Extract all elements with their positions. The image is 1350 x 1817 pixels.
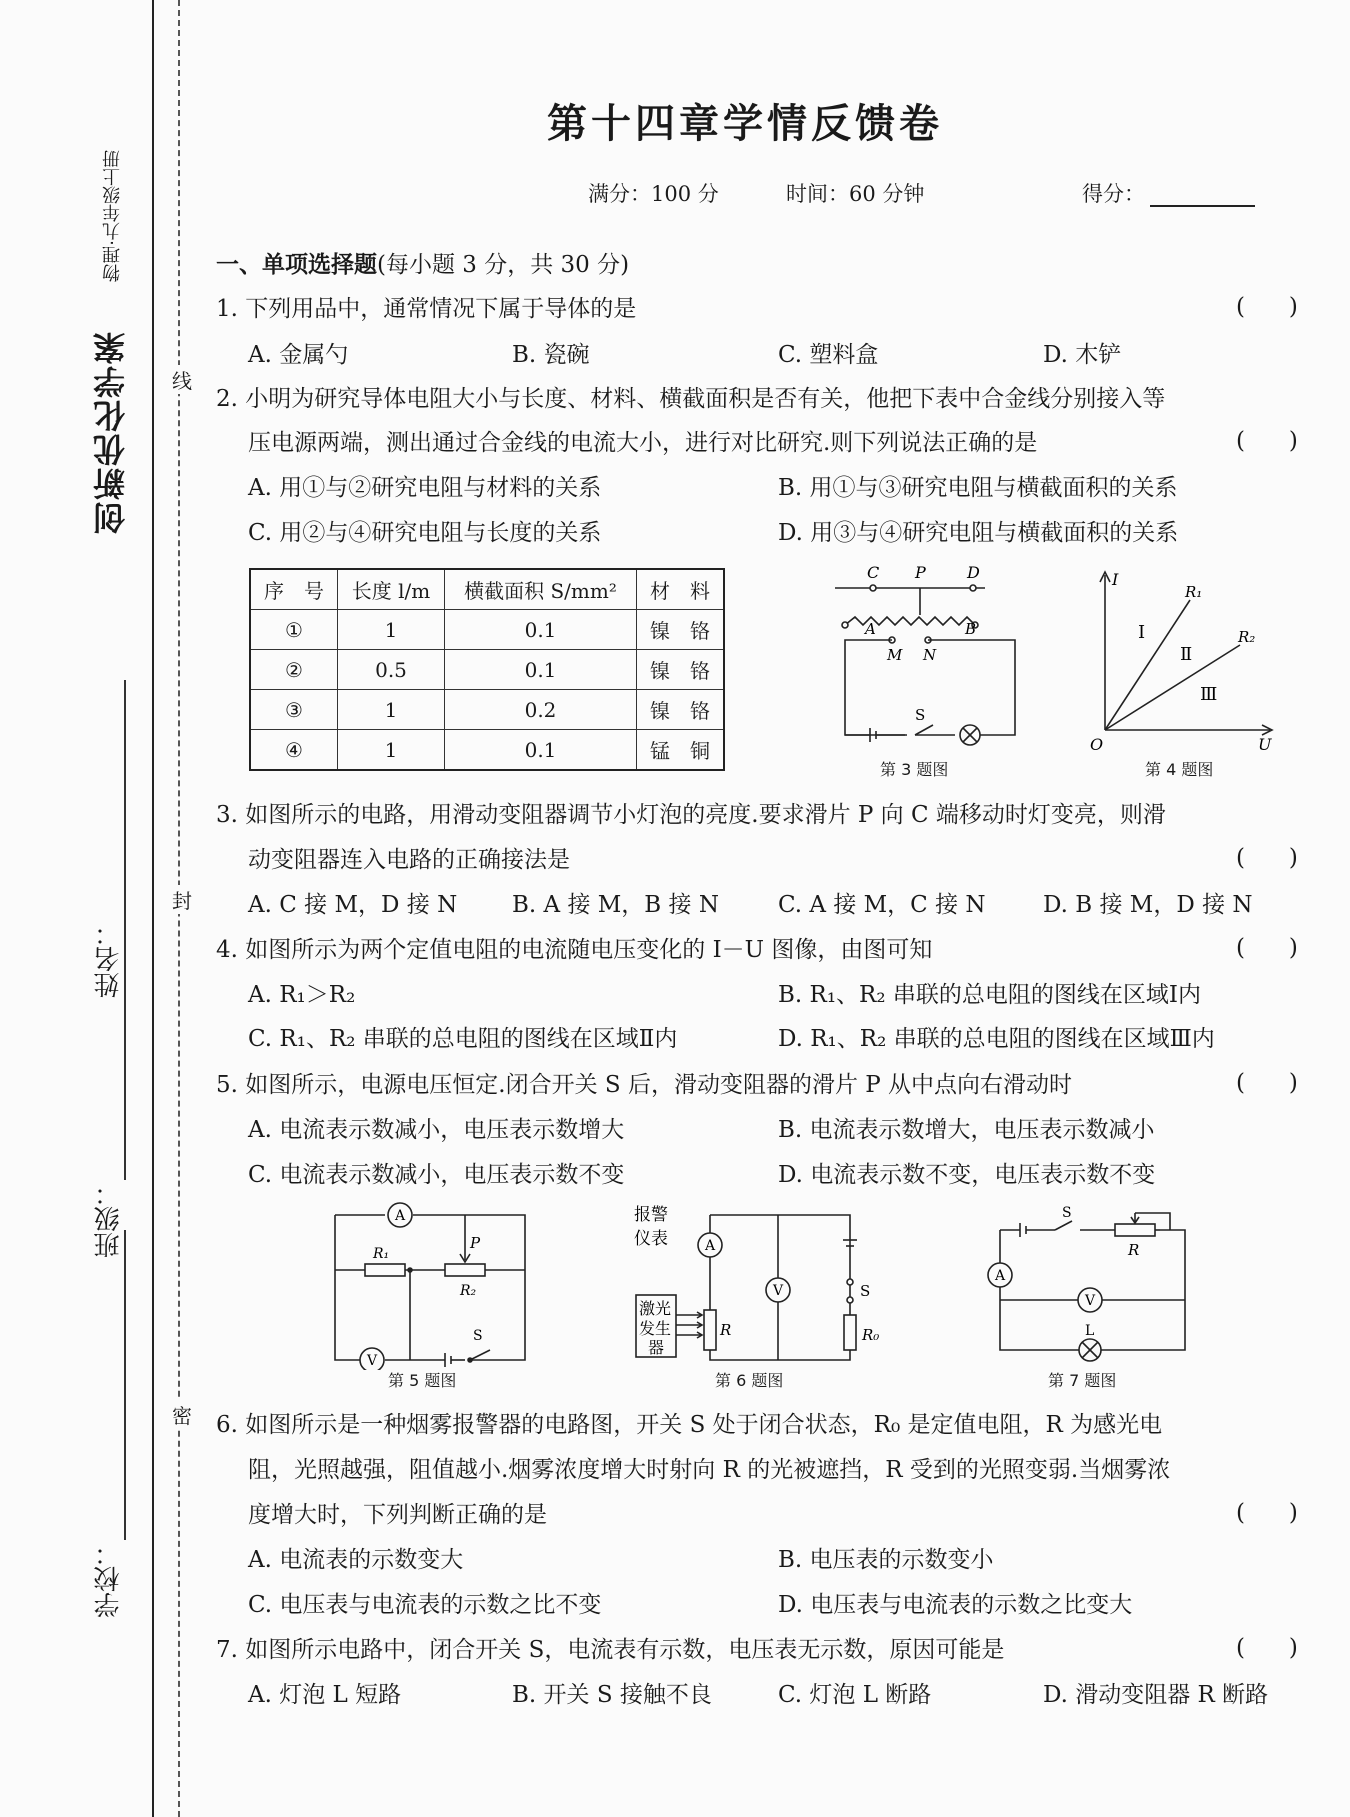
section-title: 一、单项选择题 xyxy=(216,251,377,278)
q2-option-b: B. 用①与③研究电阻与横截面积的关系 xyxy=(778,475,1178,501)
figure-6-caption: 第 6 题图 xyxy=(715,1371,784,1390)
q2-stem-1: 2. 小明为研究导体电阻大小与长度、材料、横截面积是否有关，他把下表中合金线分别接入等 xyxy=(216,386,1166,412)
q2-answer-paren[interactable]: ( ) xyxy=(1236,428,1298,454)
q7-answer-paren[interactable]: ( ) xyxy=(1236,1635,1298,1661)
q2-option-c: C. 用②与④研究电阻与长度的关系 xyxy=(248,520,602,546)
fig4-r2: R₂ xyxy=(1238,628,1256,646)
fig6-laser-2: 发生 xyxy=(639,1319,672,1338)
table-cell: 1 xyxy=(338,610,445,650)
q5-stem: 5. 如图所示，电源电压恒定.闭合开关 S 后，滑动变阻器的滑片 P 从中点向右滑动时 xyxy=(216,1072,1073,1098)
q3-stem-2: 动变阻器连入电路的正确接法是 xyxy=(248,847,570,873)
q7-option-a: A. 灯泡 L 短路 xyxy=(248,1682,402,1708)
fig7-r: R xyxy=(1128,1241,1140,1259)
table-cell: 0.1 xyxy=(445,610,637,650)
q6-option-a: A. 电流表的示数变大 xyxy=(248,1547,464,1573)
table-header: 材 料 xyxy=(637,569,725,610)
fig4-r1: R₁ xyxy=(1185,583,1203,601)
table-row xyxy=(250,730,724,771)
fig6-r: R xyxy=(720,1321,732,1339)
q1-option-b: B. 瓷碗 xyxy=(512,342,590,368)
figure-4-caption: 第 4 题图 xyxy=(1145,760,1214,779)
q6-stem-1: 6. 如图所示是一种烟雾报警器的电路图，开关 S 处于闭合状态，R₀ 是定值电阻，R 为感光电 xyxy=(216,1412,1163,1438)
fig5-ammeter: A xyxy=(395,1208,406,1224)
fig3-label-n: N xyxy=(923,646,937,664)
time-limit: 时间：60 分钟 xyxy=(786,182,925,206)
fig4-axis-u: U xyxy=(1258,735,1272,754)
fig5-p: P xyxy=(470,1234,481,1252)
q7-option-c: C. 灯泡 L 断路 xyxy=(778,1682,932,1708)
q4-answer-paren[interactable]: ( ) xyxy=(1236,935,1298,961)
q6-stem-3: 度增大时，下列判断正确的是 xyxy=(248,1502,547,1528)
cut-word-secret: 密 xyxy=(170,1400,194,1429)
q4-option-c: C. R₁、R₂ 串联的总电阻的图线在区域Ⅱ内 xyxy=(248,1026,678,1052)
fig5-r2: R₂ xyxy=(460,1283,477,1299)
q7-stem: 7. 如图所示电路中，闭合开关 S，电流表有示数，电压表无示数，原因可能是 xyxy=(216,1637,1005,1663)
fig3-label-a: A xyxy=(865,620,876,638)
q6-option-d: D. 电压表与电流表的示数之比变大 xyxy=(778,1592,1133,1618)
class-label: 班级： xyxy=(94,1180,124,1258)
fig3-label-d: D xyxy=(967,563,980,582)
q7-option-b: B. 开关 S 接触不良 xyxy=(512,1682,712,1708)
fig6-voltmeter: V xyxy=(773,1283,784,1299)
q5-option-a: A. 电流表示数减小，电压表示数增大 xyxy=(248,1117,625,1143)
q6-stem-2: 阻，光照越强，阻值越小.烟雾浓度增大时射向 R 的光被遮挡，R 受到的光照变弱.当烟雾浓 xyxy=(248,1457,1171,1483)
table-cell: 0.5 xyxy=(338,650,445,690)
figure-3-circuit xyxy=(815,560,1025,760)
q1-option-a: A. 金属勺 xyxy=(248,342,349,368)
table-row xyxy=(250,610,724,650)
q6-option-b: B. 电压表的示数变小 xyxy=(778,1547,994,1573)
fig6-r0: R₀ xyxy=(862,1326,880,1344)
table-cell: 1 xyxy=(338,730,445,771)
score-field[interactable] xyxy=(1150,205,1255,207)
table-header: 长度 l/m xyxy=(338,569,445,610)
table-cell: ④ xyxy=(250,730,338,771)
school-label: 学校： xyxy=(94,1540,124,1618)
q4-option-a: A. R₁＞R₂ xyxy=(248,982,356,1008)
figure-5-circuit xyxy=(325,1200,535,1370)
margin-rule xyxy=(152,0,154,1817)
q5-answer-paren[interactable]: ( ) xyxy=(1236,1070,1298,1096)
table-header-row xyxy=(250,569,724,610)
name-label: 姓名： xyxy=(94,920,124,998)
q1-option-d: D. 木铲 xyxy=(1043,342,1122,368)
q4-option-d: D. R₁、R₂ 串联的总电阻的图线在区域Ⅲ内 xyxy=(778,1026,1215,1052)
q1-option-c: C. 塑料盒 xyxy=(778,342,879,368)
q6-option-c: C. 电压表与电流表的示数之比不变 xyxy=(248,1592,602,1618)
score-label: 得分： xyxy=(1082,182,1145,206)
fig5-r1: R₁ xyxy=(373,1246,390,1262)
school-field[interactable] xyxy=(124,1230,127,1540)
q4-stem: 4. 如图所示为两个定值电阻的电流随电压变化的 I－U 图像，由图可知 xyxy=(216,937,933,963)
figure-3-caption: 第 3 题图 xyxy=(880,760,949,779)
table-header: 横截面积 S/mm² xyxy=(445,569,637,610)
q5-option-c: C. 电流表示数减小，电压表示数不变 xyxy=(248,1162,625,1188)
cut-word-line: 线 xyxy=(170,365,194,394)
fig6-alarm-2: 仪表 xyxy=(634,1229,668,1249)
table-cell: 镍 铬 xyxy=(637,650,725,690)
table-cell: ③ xyxy=(250,690,338,730)
fig6-laser-1: 激光 xyxy=(639,1299,672,1318)
fig5-s: S xyxy=(473,1328,483,1344)
fig7-voltmeter: V xyxy=(1085,1293,1096,1309)
q2-stem-2: 压电源两端，测出通过合金线的电流大小，进行对比研究.则下列说法正确的是 xyxy=(248,430,1038,456)
fig6-s: S xyxy=(860,1282,871,1300)
fig6-ammeter: A xyxy=(705,1238,716,1254)
figure-6-circuit xyxy=(630,1200,880,1370)
fig7-lamp: L xyxy=(1085,1323,1095,1339)
table-cell: ① xyxy=(250,610,338,650)
q3-option-d: D. B 接 M，D 接 N xyxy=(1043,892,1253,918)
fig3-label-b: B xyxy=(965,620,977,638)
q5-option-d: D. 电流表示数不变，电压表示数不变 xyxy=(778,1162,1156,1188)
figure-7-circuit xyxy=(980,1205,1200,1365)
fig4-region-2: Ⅱ xyxy=(1180,644,1193,665)
fig7-ammeter: A xyxy=(995,1268,1006,1284)
fig3-label-m: M xyxy=(887,646,903,664)
fig6-laser-3: 器 xyxy=(648,1338,665,1357)
q6-answer-paren[interactable]: ( ) xyxy=(1236,1500,1298,1526)
table-cell: 镍 铬 xyxy=(637,610,725,650)
fig4-origin: O xyxy=(1090,735,1104,754)
fig4-axis-i: I xyxy=(1112,570,1119,589)
q2-option-a: A. 用①与②研究电阻与材料的关系 xyxy=(248,475,602,501)
q3-option-b: B. A 接 M，B 接 N xyxy=(512,892,719,918)
table-row xyxy=(250,650,724,690)
table-cell: 0.2 xyxy=(445,690,637,730)
cut-word-seal: 封 xyxy=(170,885,194,914)
fig7-s: S xyxy=(1062,1205,1072,1221)
q3-answer-paren[interactable]: ( ) xyxy=(1236,845,1298,871)
table-cell: 0.1 xyxy=(445,650,637,690)
table-cell: 1 xyxy=(338,690,445,730)
section-heading xyxy=(216,250,629,280)
table-header: 序 号 xyxy=(250,569,338,610)
figure-7-caption: 第 7 题图 xyxy=(1048,1371,1117,1390)
table-cell: 0.1 xyxy=(445,730,637,771)
q3-option-a: A. C 接 M，D 接 N xyxy=(248,892,458,918)
brand-title: 创新优化学案 xyxy=(92,330,130,534)
fig5-voltmeter: V xyxy=(367,1353,378,1369)
table-cell: 镍 铬 xyxy=(637,690,725,730)
alloy-table xyxy=(249,568,725,771)
fig3-label-c: C xyxy=(867,563,880,582)
fig3-label-s: S xyxy=(915,706,926,724)
fig4-region-3: Ⅲ xyxy=(1200,684,1218,705)
section-note: (每小题 3 分，共 30 分) xyxy=(377,252,630,278)
figure-4-graph xyxy=(1080,560,1280,760)
fig4-region-1: Ⅰ xyxy=(1138,622,1146,643)
fig6-alarm-1: 报警 xyxy=(634,1205,668,1225)
q7-option-d: D. 滑动变阻器 R 断路 xyxy=(1043,1682,1269,1708)
q2-option-d: D. 用③与④研究电阻与横截面积的关系 xyxy=(778,520,1179,546)
fig3-label-p: P xyxy=(915,563,926,582)
q1-answer-paren[interactable]: ( ) xyxy=(1236,294,1298,320)
page-title: 第十四章学情反馈卷 xyxy=(547,100,943,147)
q3-stem-1: 3. 如图所示的电路，用滑动变阻器调节小灯泡的亮度.要求滑片 P 向 C 端移动时灯变亮，则滑 xyxy=(216,802,1166,828)
q3-option-c: C. A 接 M，C 接 N xyxy=(778,892,986,918)
table-row xyxy=(250,690,724,730)
name-field[interactable] xyxy=(124,680,127,910)
figure-5-caption: 第 5 题图 xyxy=(388,1371,457,1390)
q1-stem: 1. 下列用品中，通常情况下属于导体的是 xyxy=(216,296,637,322)
table-cell: ② xyxy=(250,650,338,690)
subject-label: 物理·九年级上册 xyxy=(102,150,123,282)
q5-option-b: B. 电流表示数增大，电压表示数减小 xyxy=(778,1117,1155,1143)
table-cell: 锰 铜 xyxy=(637,730,725,771)
q4-option-b: B. R₁、R₂ 串联的总电阻的图线在区域Ⅰ内 xyxy=(778,982,1201,1008)
full-score: 满分：100 分 xyxy=(588,182,719,206)
